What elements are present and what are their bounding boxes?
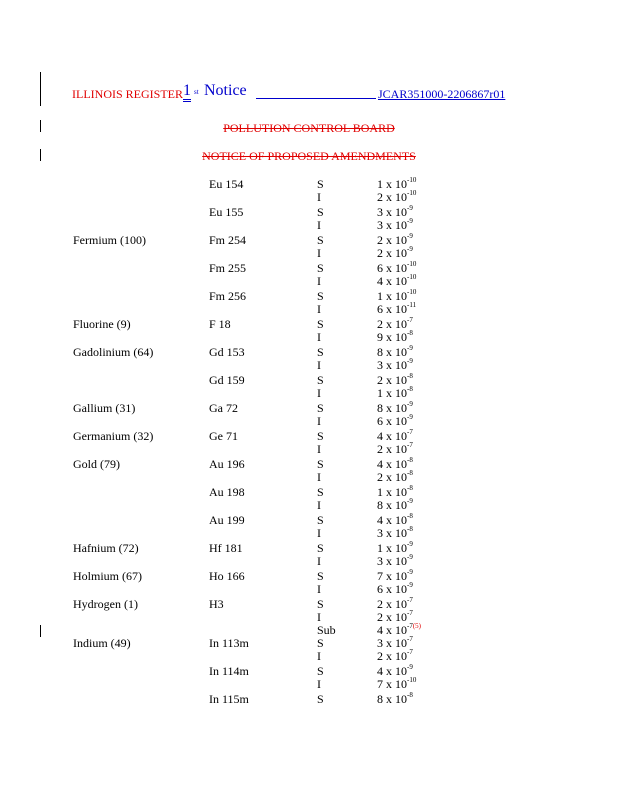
- nuclide: Hf 181: [209, 541, 243, 555]
- concentration-value: [377, 359, 413, 372]
- value-exponent: -9: [407, 581, 413, 589]
- value-base: 3 x 10: [377, 205, 407, 219]
- value-exponent: -7: [407, 428, 413, 436]
- class-code: S: [317, 569, 324, 583]
- concentration-value: [377, 650, 413, 663]
- value-exponent: -9: [407, 245, 413, 253]
- value-base: 8 x 10: [377, 345, 407, 359]
- concentration-value: [377, 693, 413, 706]
- value-base: 4 x 10: [377, 274, 407, 288]
- concentration-value: [377, 555, 413, 568]
- concentration-value: [377, 219, 413, 232]
- value-exponent: -9: [407, 204, 413, 212]
- value-exponent: -11: [407, 301, 417, 309]
- nuclide: Au 199: [209, 513, 245, 527]
- class-code: S: [317, 345, 324, 359]
- value-base: 6 x 10: [377, 414, 407, 428]
- concentration-value: [377, 527, 413, 540]
- agency-title: POLLUTION CONTROL BOARD: [223, 121, 395, 135]
- value-exponent: -7: [407, 316, 413, 324]
- footnote-marker: (5): [412, 622, 422, 630]
- value-base: 1 x 10: [377, 289, 407, 303]
- nuclide: Ho 166: [209, 569, 245, 583]
- class-code: S: [317, 485, 324, 499]
- class-code: S: [317, 233, 324, 247]
- value-base: 2 x 10: [377, 610, 407, 624]
- value-exponent: -9: [407, 232, 413, 240]
- change-bar: [40, 72, 41, 106]
- value-base: 1 x 10: [377, 386, 407, 400]
- value-exponent: -9: [407, 553, 413, 561]
- value-base: 1 x 10: [377, 177, 407, 191]
- concentration-value: [377, 583, 413, 596]
- value-exponent: -8: [407, 385, 413, 393]
- class-code: I: [317, 358, 321, 372]
- class-code: S: [317, 636, 324, 650]
- nuclide: Ga 72: [209, 401, 238, 415]
- value-base: 2 x 10: [377, 442, 407, 456]
- class-code: I: [317, 386, 321, 400]
- value-exponent: -7: [407, 596, 413, 604]
- class-code: S: [317, 692, 324, 706]
- value-base: 2 x 10: [377, 246, 407, 260]
- nuclide: Gd 159: [209, 373, 245, 387]
- value-base: 7 x 10: [377, 677, 407, 691]
- class-code: I: [317, 414, 321, 428]
- value-exponent: -8: [407, 456, 413, 464]
- value-base: 8 x 10: [377, 692, 407, 706]
- value-exponent: -9: [407, 400, 413, 408]
- value-base: 1 x 10: [377, 485, 407, 499]
- value-exponent: -8: [407, 525, 413, 533]
- value-exponent: -9: [407, 540, 413, 548]
- nuclide: Fm 255: [209, 261, 247, 275]
- value-exponent: -9: [407, 663, 413, 671]
- value-exponent: -7: [407, 441, 413, 449]
- class-code: I: [317, 330, 321, 344]
- class-code: S: [317, 401, 324, 415]
- element-name: Gallium (31): [73, 401, 136, 415]
- value-base: 2 x 10: [377, 233, 407, 247]
- class-code: S: [317, 261, 324, 275]
- nuclide: Au 196: [209, 457, 245, 471]
- element-name: Germanium (32): [73, 429, 154, 443]
- class-code: S: [317, 317, 324, 331]
- value-exponent: -7: [407, 609, 413, 617]
- value-base: 4 x 10: [377, 457, 407, 471]
- nuclide: Au 198: [209, 485, 245, 499]
- element-name: Fermium (100): [73, 233, 146, 247]
- value-base: 4 x 10: [377, 513, 407, 527]
- value-base: 7 x 10: [377, 569, 407, 583]
- concentration-value: [377, 303, 416, 316]
- class-code: S: [317, 429, 324, 443]
- class-code: S: [317, 177, 324, 191]
- class-code: S: [317, 513, 324, 527]
- concentration-value: [377, 499, 413, 512]
- notice-suffix: st: [194, 88, 199, 96]
- concentration-value: [377, 247, 413, 260]
- document-id: JCAR351000-2206867r01: [378, 87, 506, 101]
- class-code: I: [317, 582, 321, 596]
- element-name: Fluorine (9): [73, 317, 131, 331]
- value-exponent: -9: [407, 413, 413, 421]
- class-code: I: [317, 677, 321, 691]
- value-base: 6 x 10: [377, 582, 407, 596]
- concentration-value: [377, 275, 416, 288]
- element-name: Hafnium (72): [73, 541, 139, 555]
- element-name: Indium (49): [73, 636, 131, 650]
- value-base: 2 x 10: [377, 317, 407, 331]
- class-code: I: [317, 442, 321, 456]
- class-code: S: [317, 457, 324, 471]
- concentration-value: [377, 415, 413, 428]
- class-code: I: [317, 190, 321, 204]
- concentration-value: [377, 678, 416, 691]
- concentration-value: [377, 471, 413, 484]
- value-base: 2 x 10: [377, 597, 407, 611]
- element-name: Holmium (67): [73, 569, 142, 583]
- value-exponent: -9: [407, 344, 413, 352]
- nuclide: Ge 71: [209, 429, 238, 443]
- element-name: Gadolinium (64): [73, 345, 154, 359]
- value-base: 2 x 10: [377, 649, 407, 663]
- element-name: Gold (79): [73, 457, 120, 471]
- concentration-value: [377, 331, 413, 344]
- value-exponent: -9: [407, 357, 413, 365]
- value-base: 8 x 10: [377, 498, 407, 512]
- nuclide: In 114m: [209, 664, 249, 678]
- value-exponent: -10: [407, 273, 417, 281]
- value-exponent: -10: [407, 676, 417, 684]
- register-label: ILLINOIS REGISTER: [72, 87, 183, 101]
- value-exponent: -8: [407, 329, 413, 337]
- concentration-value: [377, 191, 416, 204]
- value-base: 6 x 10: [377, 302, 407, 316]
- class-code: I: [317, 649, 321, 663]
- change-bar: [40, 625, 41, 637]
- value-exponent: -9: [407, 217, 413, 225]
- nuclide: Gd 153: [209, 345, 245, 359]
- value-exponent: -8: [407, 469, 413, 477]
- value-base: 3 x 10: [377, 358, 407, 372]
- value-exponent: -10: [407, 288, 417, 296]
- concentration-value: [377, 387, 413, 400]
- class-code: I: [317, 218, 321, 232]
- value-base: 2 x 10: [377, 190, 407, 204]
- class-code: I: [317, 554, 321, 568]
- value-base: 2 x 10: [377, 470, 407, 484]
- value-base: 3 x 10: [377, 636, 407, 650]
- class-code: I: [317, 526, 321, 540]
- header-rule: [256, 98, 376, 99]
- value-exponent: -8: [407, 372, 413, 380]
- value-base: 2 x 10: [377, 373, 407, 387]
- nuclide: F 18: [209, 317, 231, 331]
- nuclide: Eu 154: [209, 177, 244, 191]
- value-base: 4 x 10: [377, 664, 407, 678]
- value-exponent: -9: [407, 497, 413, 505]
- value-base: 8 x 10: [377, 401, 407, 415]
- value-exponent: -10: [407, 189, 417, 197]
- nuclide: H3: [209, 597, 224, 611]
- concentration-value: [377, 443, 413, 456]
- value-exponent: -7: [407, 622, 413, 630]
- value-base: 3 x 10: [377, 554, 407, 568]
- value-exponent: -7: [407, 648, 413, 656]
- class-code: Sub: [317, 623, 336, 637]
- value-exponent: -10: [407, 260, 417, 268]
- nuclide: Fm 256: [209, 289, 247, 303]
- value-exponent: -9: [407, 568, 413, 576]
- value-base: 4 x 10: [377, 623, 407, 637]
- value-exponent: -8: [407, 484, 413, 492]
- class-code: S: [317, 664, 324, 678]
- nuclide: In 113m: [209, 636, 249, 650]
- value-base: 1 x 10: [377, 541, 407, 555]
- class-code: I: [317, 498, 321, 512]
- class-code: I: [317, 246, 321, 260]
- value-exponent: -7: [407, 635, 413, 643]
- class-code: I: [317, 470, 321, 484]
- value-exponent: -10: [407, 176, 417, 184]
- nuclide: Eu 155: [209, 205, 244, 219]
- class-code: S: [317, 541, 324, 555]
- class-code: S: [317, 597, 324, 611]
- class-code: I: [317, 274, 321, 288]
- value-base: 9 x 10: [377, 330, 407, 344]
- element-name: Hydrogen (1): [73, 597, 138, 611]
- nuclide: Fm 254: [209, 233, 247, 247]
- value-exponent: -8: [407, 512, 413, 520]
- notice-label: Notice: [204, 82, 247, 99]
- value-base: 6 x 10: [377, 261, 407, 275]
- nuclide: In 115m: [209, 692, 249, 706]
- class-code: I: [317, 302, 321, 316]
- value-base: 3 x 10: [377, 218, 407, 232]
- notice-number: 1: [183, 82, 191, 102]
- class-code: S: [317, 289, 324, 303]
- class-code: S: [317, 373, 324, 387]
- value-exponent: -8: [407, 691, 413, 699]
- notice-title: NOTICE OF PROPOSED AMENDMENTS: [202, 149, 416, 163]
- class-code: I: [317, 610, 321, 624]
- class-code: S: [317, 205, 324, 219]
- value-base: 4 x 10: [377, 429, 407, 443]
- value-base: 3 x 10: [377, 526, 407, 540]
